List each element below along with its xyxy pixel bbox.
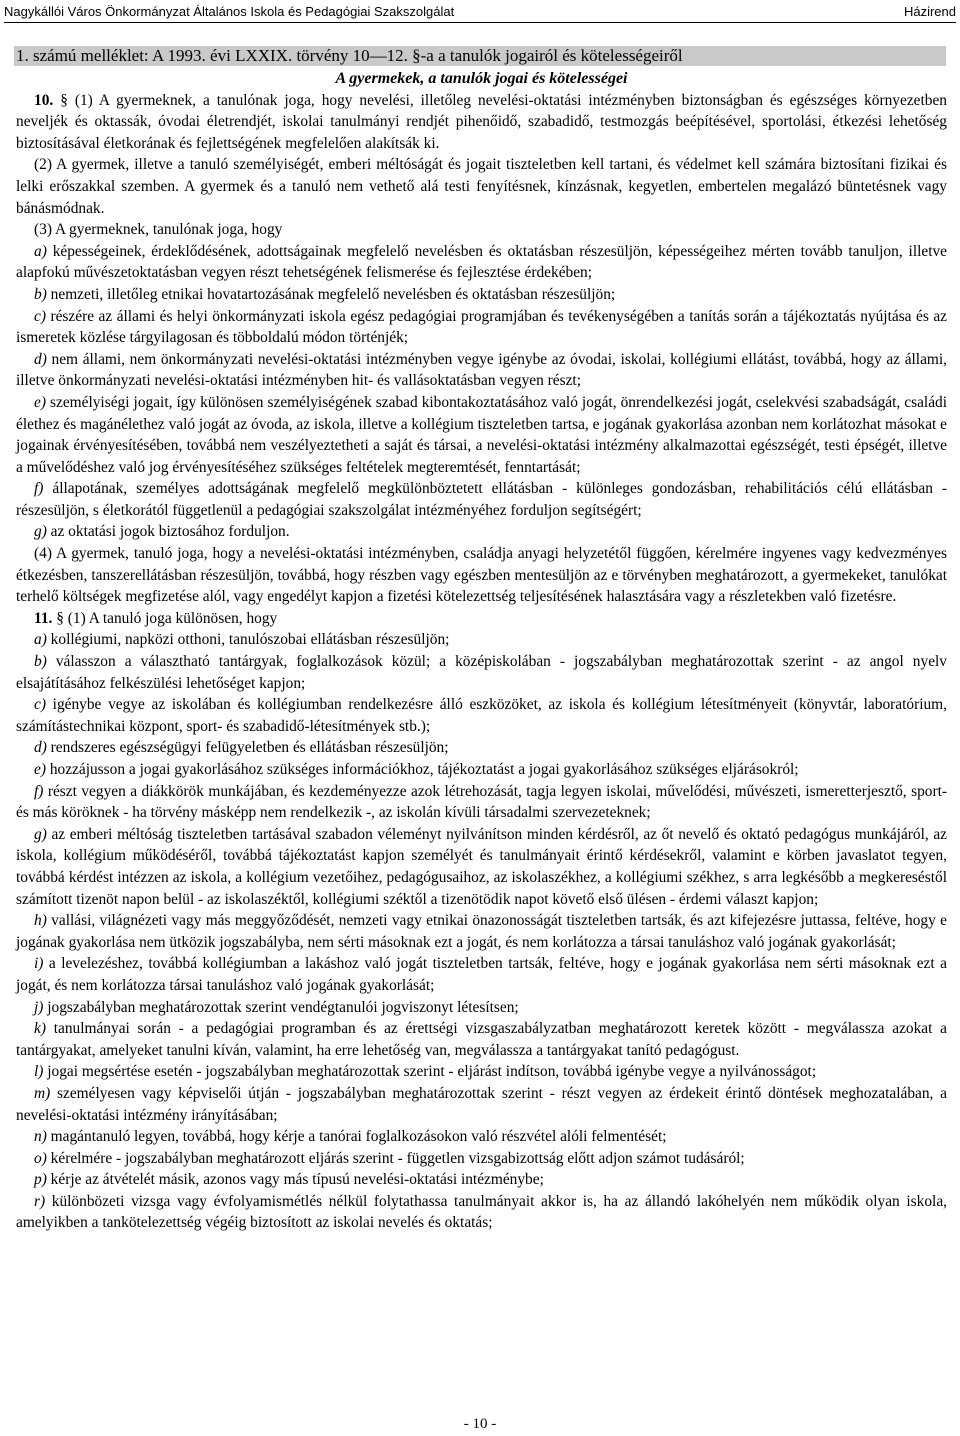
document-body	[16, 68, 947, 1234]
header-doc-name: Házirend	[903, 3, 956, 19]
list-item-letter: m)	[34, 1084, 51, 1102]
section-number: 10.	[34, 91, 54, 109]
list-item	[16, 1169, 947, 1191]
running-header	[4, 0, 956, 23]
list-item	[16, 694, 947, 737]
list-item-letter: o)	[34, 1149, 47, 1167]
list-item-text: nemzeti, illetőleg etnikai hovatartozásának megfelelő nevelésben és oktatásban részesüljön;	[46, 285, 616, 303]
list-item-letter: r)	[34, 1192, 46, 1210]
list-item-text: a levelezéshez, továbbá kollégiumban a lakáshoz való jogát tiszteletben tartsák, feltéve, hogy e jogának gyakorlása nem sérti másoknak ezt a jogát, és nem korlátozza társai tanuláshoz való jogának gyakorlását;	[16, 955, 947, 994]
list-item-letter: p)	[34, 1171, 47, 1189]
list-item	[16, 910, 947, 953]
paragraph-text: § (1) A gyermeknek, a tanulónak joga, hogy nevelési, illetőleg nevelési-oktatási intézményben biztonságban és egészséges környezetben neveljék és oktassák, óvodai életrendjét, iskolai tanulmányi rendjét pihenőidő, szabadidő, testmozgás beépítésével, sportolási, étkezési lehetőség biztosításával életkorának és fejlettségének megfelelően alakítsák ki.	[16, 91, 947, 152]
list-item-text: hozzájusson a jogai gyakorlásához szükséges információkhoz, tájékoztatást a jogai gyakorlásához szükséges eljárásokról;	[45, 761, 799, 778]
list-item-letter: g)	[34, 523, 47, 541]
list-item	[16, 824, 947, 910]
list-item-letter: d)	[34, 739, 47, 757]
list-item-text: állapotának, személyes adottságának megfelelő megkülönböztetett ellátásban - különleges gondozásban, rehabilitációs célú ellátásban - részesüljön, s életkorától függetlenül a pedagógiai szakszolgálat intézményéhez forduljon segítségért;	[16, 480, 947, 519]
list-item-letter: a)	[34, 242, 47, 260]
list-item-letter: l)	[34, 1063, 44, 1081]
list-item-letter: g)	[34, 825, 47, 843]
list-item	[16, 241, 947, 284]
list-item-letter: i)	[34, 955, 44, 973]
list-item	[16, 1126, 947, 1148]
list-item-letter: n)	[34, 1128, 47, 1146]
list-item-letter: h)	[34, 912, 47, 930]
list-item-letter: c)	[34, 307, 46, 325]
section-10-paragraph-1	[16, 90, 947, 155]
header-institution: Nagykállói Város Önkormányzat Általános Iskola és Pedagógiai Szakszolgálat	[4, 3, 455, 19]
list-item	[16, 759, 947, 781]
list-item	[16, 284, 947, 306]
list-item-letter: d)	[34, 350, 47, 368]
list-item-letter: e)	[34, 761, 46, 778]
list-item	[16, 1018, 947, 1061]
list-item-letter: k)	[34, 1020, 46, 1038]
list-item-text: jogai megsértése esetén - jogszabályban meghatározottak szerint - eljárást indítson, továbbá igénybe vegye a nyilvánosságot;	[43, 1063, 817, 1081]
list-item	[16, 737, 947, 759]
section-10-list	[16, 241, 947, 543]
paragraph-text: § (1) A tanuló joga különösen, hogy	[52, 609, 278, 627]
list-item-text: magántanuló legyen, továbbá, hogy kérje a tanórai foglalkozásokon való részvétel alóli felmentését;	[46, 1128, 667, 1146]
list-item-text: személyiségi jogait, így különösen személyiségének szabad kibontakoztatásához való jogát, önrendelkezési jogát, cselekvési szabadságát, családi élethez és magánélethez való jogát az óvoda, az iskola, illetve a kollégium tiszteletben tartsa, e jogának gyakorlása azonban nem korlátozhat másokat e jogainak érvényesítésében, továbbá nem veszélyeztetheti a saját és társai, a nevelési-oktatási intézmény alkalmazottai egészségét, testi épségét, illetve a művelődéshez való jog érvényesítéséhez szükséges feltételek megteremtését, fenntartását;	[16, 393, 947, 476]
section-10-paragraph-2: (2) A gyermek, illetve a tanuló személyiségét, emberi méltóságát és jogait tiszteletben kell tartani, és védelmet kell számára biztosítani fizikai és lelki erőszakkal szemben. A gyermek és a tanuló nem vethető alá testi fenyítésnek, kínzásnak, kegyetlen, embertelen megalázó büntetésnek vagy bánásmódnak.	[16, 156, 947, 217]
list-item	[16, 349, 947, 392]
list-item-letter: f)	[34, 480, 44, 498]
list-item-letter: b)	[34, 285, 47, 303]
list-item-letter: e)	[34, 393, 46, 411]
list-item	[16, 781, 947, 824]
section-number: 11.	[34, 609, 53, 627]
list-item-text: kérje az átvételét másik, azonos vagy más típusú nevelési-oktatási intézménybe;	[46, 1171, 544, 1189]
list-item-text: nem állami, nem önkormányzati nevelési-oktatási intézményben vegye igénybe az óvodai, iskolai, kollégiumi ellátást, továbbá, hogy az állami, illetve önkormányzati nevelési-oktatási intézményben hit- és vallásoktatásban vegyen részt;	[16, 350, 947, 390]
list-item-text: részt vegyen a diákkörök munkájában, és kezdeményezze azok létrehozását, tagja legyen iskolai, művelődési, művészeti, ismeretterjesztő, sport- és más köröknek - ha törvény másképp nem rendelkezik -, az iskolán kívüli társadalmi szervezeteknek;	[16, 782, 947, 822]
section-11-list	[16, 629, 947, 1234]
list-item-text: vallási, világnézeti vagy más meggyőződését, nemzeti vagy etnikai önazonosságát tiszteletben tartsák, és azt kifejezésre juttassa, feltéve, hogy e jogának gyakorlása nem ütközik jogszabályba, nem sérti másoknak ezt a jogát, és nem korlátozza a társai tanuláshoz való jogának gyakorlását;	[16, 912, 947, 951]
list-item-letter: b)	[34, 653, 47, 671]
list-item-text: válasszon a választható tantárgyak, foglalkozások közül; a középiskolában - jogszabályban meghatározottak szerint - az angol nyelv elsajátításához felkészülési lehetőséget kapjon;	[16, 653, 947, 692]
list-item-text: tanulmányai során - a pedagógiai programban és az érettségi vizsgaszabályzatban meghatározott keretek között - megválassza azokat a tantárgyakat, amelyeket tanulni kíván, valamint, ha erre lehetőség van, megválassza a tantárgyakat tanító pedagógust.	[16, 1020, 947, 1059]
section-subtitle: A gyermekek, a tanulók jogai és kötelességei	[335, 70, 628, 87]
section-10-paragraph-3: (3) A gyermeknek, tanulónak joga, hogy	[34, 221, 283, 239]
list-item	[16, 1061, 947, 1083]
list-item-text: személyesen vagy képviselői útján - jogszabályban meghatározottak szerint - részt vegyen az érdekeit érintő döntések meghozatalában, a nevelési-oktatási intézmény irányításában;	[16, 1084, 947, 1124]
list-item-letter: j)	[34, 998, 44, 1016]
list-item-text: részére az állami és helyi önkormányzati iskola egész pedagógiai programjában és tevékenységében a tanítás során a tájékoztatás nyújtása és az ismeretek közlése tárgyilagosan és többoldalú módon történjék;	[16, 307, 947, 347]
annex-title: 1. számú melléklet: A 1993. évi LXXIX. törvény 10—12. §-a a tanulók jogairól és kötelességeiről	[14, 46, 946, 66]
list-item-letter: c)	[34, 696, 46, 714]
list-item	[16, 651, 947, 694]
list-item	[16, 953, 947, 996]
list-item	[16, 629, 947, 651]
list-item-text: az oktatási jogok biztosához forduljon.	[46, 523, 290, 541]
list-item-text: az emberi méltóság tiszteletben tartásával szabadon véleményt nyilvánítson minden kérdésről, az őt nevelő és oktató pedagógus munkájáról, az iskola, kollégium működéséről, továbbá tájékoztatást kapjon személyét és tanulmányait érintő kérdésekről, valamint e körben javaslatot tegyen, továbbá kérdést intézzen az iskola, a kollégium vezetőihez, pedagógusaihoz, az iskolaszékhez, a kollégiumi székhez, s arra legkésőbb a megkereséstől számított tizenöt napon belül - az iskolaszéktől, kollégiumi széktől a tizenötödik napot követő első ülésen - érdemi választ kapjon;	[16, 825, 947, 908]
list-item	[16, 306, 947, 349]
list-item-text: kollégiumi, napközi otthoni, tanulószobai ellátásban részesüljön;	[46, 631, 450, 649]
list-item-text: kérelmére - jogszabályban meghatározott eljárás szerint - független vizsgabizottság előtt adjon számot tudásáról;	[46, 1149, 745, 1167]
list-item-letter: f)	[34, 782, 44, 800]
list-item	[16, 1191, 947, 1234]
list-item	[16, 392, 947, 478]
list-item-text: jogszabályban meghatározottak szerint vendégtanulói jogviszonyt létesítsen;	[43, 998, 519, 1016]
list-item-text: képességeinek, érdeklődésének, adottságainak megfelelő nevelésben és oktatásban részesüljön, képességeihez mérten tovább tanuljon, illetve alapfokú művészetoktatásban vegyen részt tehetségének felismerése és fejlesztése érdekében;	[16, 242, 947, 282]
list-item	[16, 1148, 947, 1170]
list-item-text: igénybe vegye az iskolában és kollégiumban rendelkezésre álló eszközöket, az iskola és kollégium létesítményeit (könyvtár, laboratórium, számítástechnikai központ, sport- és szabadidő-létesítmények stb.);	[16, 696, 947, 735]
list-item-text: különbözeti vizsga vagy évfolyamismétlés nélkül folytathassa tanulmányait akkor is, ha az állandó lakóhelyén nem működik olyan iskola, amelyikben a tankötelezettség végéig biztosított az iskolai nevelés és oktatás;	[16, 1192, 947, 1232]
list-item	[16, 521, 947, 543]
list-item	[16, 478, 947, 521]
list-item-text: rendszeres egészségügyi felügyeletben és ellátásban részesüljön;	[46, 739, 449, 757]
list-item	[16, 997, 947, 1019]
page-number: - 10 -	[463, 1416, 497, 1432]
list-item-letter: a)	[34, 631, 47, 649]
section-11-paragraph-1	[16, 608, 947, 630]
section-10-paragraph-4: (4) A gyermek, tanuló joga, hogy a nevelési-oktatási intézményben, családja anyagi helyzetétől függően, kérelmére ingyenes vagy kedvezményes étkezésben, tanszerellátásban részesüljön, továbbá, hogy részben vagy egészben mentesüljön az e törvényben meghatározott, a gyermekeket, tanulókat terhelő költségek megfizetése alól, vagy engedélyt kapjon a fizetési kötelezettség teljesítésének halasztására vagy a részletekben való fizetésre.	[16, 545, 947, 606]
list-item	[16, 1083, 947, 1126]
